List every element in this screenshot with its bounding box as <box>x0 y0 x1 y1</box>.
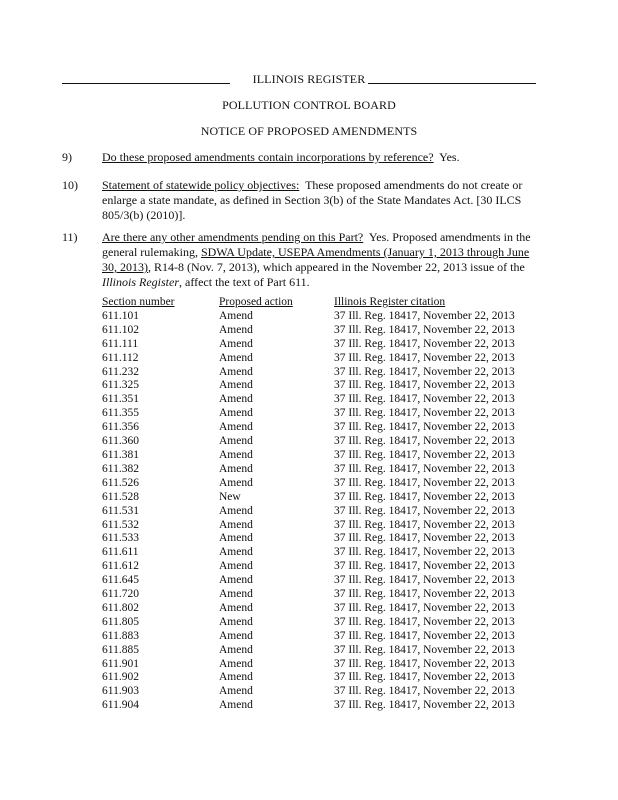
amendments-table <box>102 296 534 713</box>
register-citation: 37 Ill. Reg. 18417, November 22, 2013 <box>334 615 515 628</box>
section-number: 611.720 <box>102 588 139 601</box>
column-header-citation: Illinois Register citation <box>334 296 446 308</box>
agency-name: POLLUTION CONTROL BOARD <box>222 98 396 112</box>
proposed-action: Amend <box>219 685 253 698</box>
register-citation: 37 Ill. Reg. 18417, November 22, 2013 <box>334 518 515 531</box>
proposed-action: Amend <box>219 699 253 712</box>
section-number: 611.382 <box>102 462 139 475</box>
table-row <box>102 602 534 616</box>
section-number: 611.325 <box>102 379 139 392</box>
proposed-action: Amend <box>219 462 253 475</box>
register-citation: 37 Ill. Reg. 18417, November 22, 2013 <box>334 462 515 475</box>
item-text: , affect the text of Part 611. <box>179 275 310 289</box>
table-row <box>102 393 534 407</box>
table-row <box>102 449 534 463</box>
section-number: 611.351 <box>102 393 139 406</box>
proposed-action: Amend <box>219 504 253 517</box>
section-number: 611.802 <box>102 601 139 614</box>
table-row <box>102 616 534 630</box>
register-citation: 37 Ill. Reg. 18417, November 22, 2013 <box>334 435 515 448</box>
column-header-action: Proposed action <box>219 296 293 308</box>
register-citation: 37 Ill. Reg. 18417, November 22, 2013 <box>334 323 515 336</box>
proposed-action: Amend <box>219 435 253 448</box>
proposed-action: New <box>219 490 241 503</box>
register-citation: 37 Ill. Reg. 18417, November 22, 2013 <box>334 685 515 698</box>
proposed-action: Amend <box>219 393 253 406</box>
item-number: 10) <box>62 178 78 192</box>
table-row <box>102 435 534 449</box>
proposed-action: Amend <box>219 615 253 628</box>
proposed-action: Amend <box>219 532 253 545</box>
proposed-action: Amend <box>219 309 253 322</box>
table-row <box>102 658 534 672</box>
section-number: 611.805 <box>102 615 139 628</box>
item-question: Do these proposed amendments contain incorporations by reference? <box>102 150 434 164</box>
table-row <box>102 588 534 602</box>
register-citation: 37 Ill. Reg. 18417, November 22, 2013 <box>334 657 515 670</box>
column-header-section: Section number <box>102 296 175 308</box>
proposed-action: Amend <box>219 407 253 420</box>
section-number: 611.360 <box>102 435 139 448</box>
table-row <box>102 491 534 505</box>
item-heading: Are there any other amendments pending on this Part? <box>102 230 364 244</box>
item-body <box>102 178 542 223</box>
register-citation: 37 Ill. Reg. 18417, November 22, 2013 <box>334 546 515 559</box>
register-citation: 37 Ill. Reg. 18417, November 22, 2013 <box>334 504 515 517</box>
register-citation: 37 Ill. Reg. 18417, November 22, 2013 <box>334 379 515 392</box>
table-row <box>102 352 534 366</box>
proposed-action: Amend <box>219 643 253 656</box>
table-row <box>102 463 534 477</box>
item-body <box>102 230 542 290</box>
section-number: 611.611 <box>102 546 139 559</box>
register-citation: 37 Ill. Reg. 18417, November 22, 2013 <box>334 601 515 614</box>
register-citation: 37 Ill. Reg. 18417, November 22, 2013 <box>334 574 515 587</box>
section-number: 611.526 <box>102 476 139 489</box>
table-row <box>102 324 534 338</box>
section-number: 611.101 <box>102 309 139 322</box>
proposed-action: Amend <box>219 546 253 559</box>
table-header-row <box>102 296 534 310</box>
register-citation: 37 Ill. Reg. 18417, November 22, 2013 <box>334 421 515 434</box>
rulemaking-title: SDWA Update, USEPA Amendments (January 1, 2013 through June 30, 2013) <box>102 245 530 274</box>
item-body <box>102 150 542 165</box>
table-row <box>102 685 534 699</box>
section-number: 611.355 <box>102 407 139 420</box>
section-number: 611.885 <box>102 643 139 656</box>
table-row <box>102 699 534 713</box>
proposed-action: Amend <box>219 365 253 378</box>
register-citation: 37 Ill. Reg. 18417, November 22, 2013 <box>334 560 515 573</box>
proposed-action: Amend <box>219 560 253 573</box>
register-citation: 37 Ill. Reg. 18417, November 22, 2013 <box>334 643 515 656</box>
table-row <box>102 379 534 393</box>
table-row <box>102 630 534 644</box>
register-citation: 37 Ill. Reg. 18417, November 22, 2013 <box>334 671 515 684</box>
proposed-action: Amend <box>219 629 253 642</box>
table-row <box>102 532 534 546</box>
item-text: Yes. Proposed amendments in the general rulemaking, <box>102 230 531 259</box>
table-row <box>102 644 534 658</box>
table-body <box>102 310 534 713</box>
proposed-action: Amend <box>219 323 253 336</box>
section-number: 611.883 <box>102 629 139 642</box>
journal-title: ILLINOIS REGISTER <box>252 72 366 86</box>
item-number: 9) <box>62 150 72 164</box>
register-citation: 37 Ill. Reg. 18417, November 22, 2013 <box>334 407 515 420</box>
proposed-action: Amend <box>219 476 253 489</box>
section-number: 611.356 <box>102 421 139 434</box>
register-citation: 37 Ill. Reg. 18417, November 22, 2013 <box>334 699 515 712</box>
section-number: 611.903 <box>102 685 139 698</box>
register-citation: 37 Ill. Reg. 18417, November 22, 2013 <box>334 629 515 642</box>
proposed-action: Amend <box>219 518 253 531</box>
section-number: 611.102 <box>102 323 139 336</box>
section-number: 611.381 <box>102 448 139 461</box>
register-citation: 37 Ill. Reg. 18417, November 22, 2013 <box>334 351 515 364</box>
proposed-action: Amend <box>219 337 253 350</box>
section-number: 611.904 <box>102 699 139 712</box>
item-text: , R14-8 (Nov. 7, 2013), which appeared in the November 22, 2013 issue of the <box>148 260 525 274</box>
proposed-action: Amend <box>219 657 253 670</box>
table-row <box>102 519 534 533</box>
section-number: 611.612 <box>102 560 139 573</box>
proposed-action: Amend <box>219 448 253 461</box>
proposed-action: Amend <box>219 351 253 364</box>
register-citation: 37 Ill. Reg. 18417, November 22, 2013 <box>334 309 515 322</box>
notice-title: NOTICE OF PROPOSED AMENDMENTS <box>200 124 418 138</box>
item-text: These proposed amendments do not create or enlarge a state mandate, as defined in Section 3(b) of the State Mandates Act. [30 ILCS 805/3(b) (2010)]. <box>102 178 523 222</box>
proposed-action: Amend <box>219 421 253 434</box>
section-number: 611.532 <box>102 518 139 531</box>
section-number: 611.528 <box>102 490 139 503</box>
table-row <box>102 366 534 380</box>
register-citation: 37 Ill. Reg. 18417, November 22, 2013 <box>334 448 515 461</box>
proposed-action: Amend <box>219 379 253 392</box>
table-row <box>102 560 534 574</box>
section-number: 611.111 <box>102 337 139 350</box>
table-row <box>102 421 534 435</box>
register-citation: 37 Ill. Reg. 18417, November 22, 2013 <box>334 476 515 489</box>
table-row <box>102 574 534 588</box>
table-row <box>102 671 534 685</box>
item-number: 11) <box>62 230 78 244</box>
table-row <box>102 407 534 421</box>
register-citation: 37 Ill. Reg. 18417, November 22, 2013 <box>334 532 515 545</box>
register-citation: 37 Ill. Reg. 18417, November 22, 2013 <box>334 393 515 406</box>
table-row <box>102 505 534 519</box>
section-number: 611.531 <box>102 504 139 517</box>
register-citation: 37 Ill. Reg. 18417, November 22, 2013 <box>334 588 515 601</box>
section-number: 611.901 <box>102 657 139 670</box>
section-number: 611.232 <box>102 365 139 378</box>
item-answer: Yes. <box>439 150 460 164</box>
table-row <box>102 310 534 324</box>
register-citation: 37 Ill. Reg. 18417, November 22, 2013 <box>334 337 515 350</box>
table-row <box>102 546 534 560</box>
section-number: 611.645 <box>102 574 139 587</box>
proposed-action: Amend <box>219 671 253 684</box>
section-number: 611.533 <box>102 532 139 545</box>
table-row <box>102 477 534 491</box>
item-heading: Statement of statewide policy objectives: <box>102 178 300 192</box>
section-number: 611.112 <box>102 351 139 364</box>
table-row <box>102 338 534 352</box>
register-name: Illinois Register <box>102 275 179 289</box>
proposed-action: Amend <box>219 574 253 587</box>
proposed-action: Amend <box>219 601 253 614</box>
register-citation: 37 Ill. Reg. 18417, November 22, 2013 <box>334 365 515 378</box>
proposed-action: Amend <box>219 588 253 601</box>
register-citation: 37 Ill. Reg. 18417, November 22, 2013 <box>334 490 515 503</box>
section-number: 611.902 <box>102 671 139 684</box>
